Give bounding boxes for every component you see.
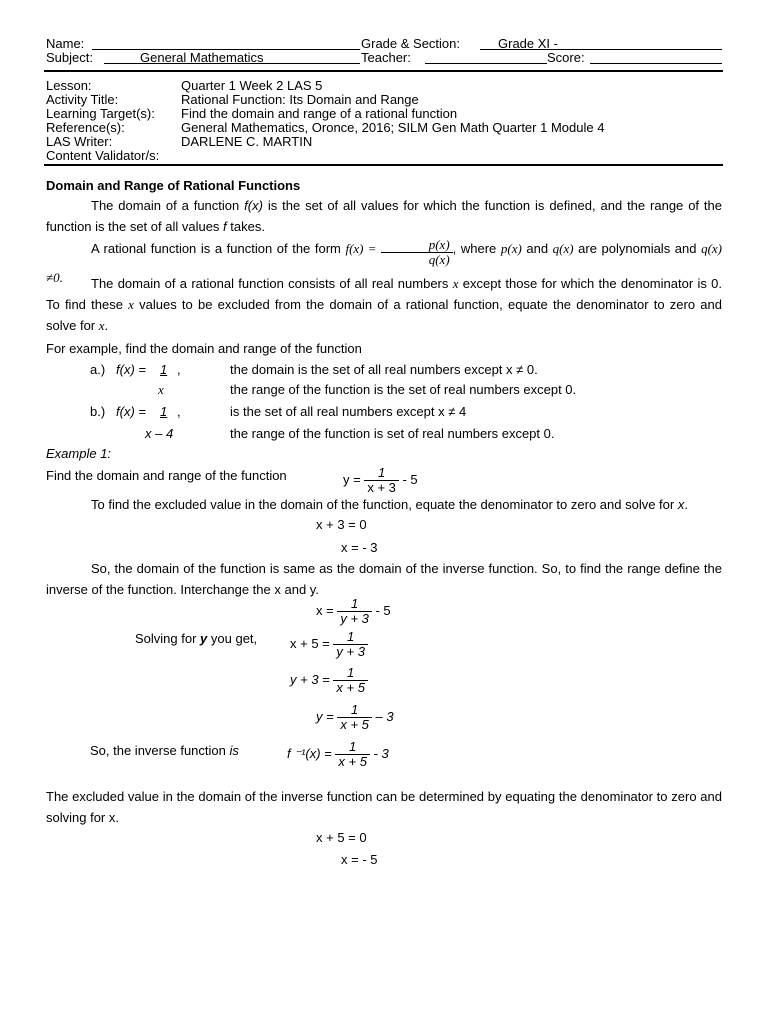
info-label: Learning Target(s): — [46, 106, 155, 121]
equation-step: x = - 5 — [341, 852, 378, 867]
definition-paragraph: The domain of a function f(x) is the set of all values for which the function is defined, and the range of the function is the set of all values f takes. — [46, 198, 723, 234]
teacher-label: Teacher: — [361, 50, 411, 65]
info-value: General Mathematics, Oronce, 2016; SILM Gen Math Quarter 1 Module 4 — [181, 120, 605, 135]
name-label: Name: — [46, 36, 85, 51]
fraction-numerator: 1 — [160, 404, 168, 419]
inverse-equation: x = $\frac{1}{y + 3}$ - 5 — [316, 596, 391, 626]
range-statement: the range of the function is set of real numbers except 0. — [230, 426, 555, 441]
equation-step: x + 5 = 0 — [316, 830, 367, 845]
solving-step: x + 5 = $\frac{1}{y + 3}$ — [290, 630, 368, 659]
info-value: Find the domain and range of a rational function — [181, 106, 458, 121]
equation-step: x = - 3 — [341, 540, 378, 555]
subject-field[interactable] — [104, 63, 360, 64]
rational-definition-paragraph: A rational function is a function of the form f(x) = $\frac{p(x)}{q(x)}$ , where p(x) and q(x) are polynomials and q(x) ≠0. — [46, 237, 722, 285]
header-divider — [44, 70, 723, 72]
domain-statement: is the set of all real numbers except x ≠ 4 — [230, 404, 467, 419]
info-label: Content Validator/s: — [46, 148, 160, 163]
inverse-function: f ⁻¹(x) = $\frac{1}{x + 5}$ - 3 — [287, 739, 389, 769]
example-label: a.) — [90, 362, 106, 377]
grade-section-field[interactable] — [480, 49, 722, 50]
section-title: Domain and Range of Rational Functions — [46, 178, 301, 193]
inverse-function-line: So, the inverse function is — [90, 743, 239, 758]
score-label: Score: — [547, 50, 585, 65]
fraction-denominator: x – 4 — [145, 426, 174, 441]
equation-step: x + 3 = 0 — [316, 517, 367, 532]
excluded-value-paragraph: To find the excluded value in the domain of the function, equate the denominator to zero and solve for x. — [91, 497, 688, 512]
example-function — [343, 466, 418, 495]
fraction-numerator: 1 — [160, 362, 168, 377]
inverse-paragraph: So, the domain of the function is same as the domain of the inverse function. So, to find the range define the inverse of the function. Interchange the x and y. — [46, 561, 722, 597]
equation-lhs: y = — [343, 471, 365, 487]
excluded-inverse-paragraph: The excluded value in the domain of the inverse function can be determined by equating the denominator to zero and solving for x. — [46, 789, 722, 825]
info-value: Rational Function: Its Domain and Range — [181, 92, 419, 107]
info-label: Activity Title: — [46, 92, 119, 107]
grade-section-value: Grade XI - — [498, 36, 558, 51]
solving-step: y + 3 = $\frac{1}{x + 5}$ — [290, 666, 368, 695]
info-divider — [44, 164, 723, 166]
info-value: Quarter 1 Week 2 LAS 5 — [181, 78, 323, 93]
domain-statement: the domain is the set of all real numbers except x ≠ 0. — [230, 362, 538, 377]
score-field[interactable] — [590, 63, 722, 64]
info-label: Lesson: — [46, 78, 92, 93]
teacher-field[interactable] — [425, 63, 547, 64]
function-lhs: f(x) = — [116, 404, 146, 419]
example-title: Example 1: — [46, 446, 112, 461]
info-label: LAS Writer: — [46, 134, 113, 149]
subject-label: Subject: — [46, 50, 93, 65]
fraction-denominator: x — [158, 382, 164, 397]
solving-step: y = $\frac{1}{x + 5}$ – 3 — [316, 702, 394, 732]
solving-for-y: Solving for y you get, — [135, 631, 258, 646]
comma: , — [177, 362, 181, 377]
fraction-numerator: 1 — [364, 466, 399, 481]
info-label: Reference(s): — [46, 120, 125, 135]
subject-value: General Mathematics — [140, 50, 264, 65]
range-statement: the range of the function is the set of real numbers except 0. — [230, 382, 577, 397]
example-prompt: Find the domain and range of the function — [46, 468, 287, 483]
domain-paragraph: The domain of a rational function consists of all real numbers x except those for which the denominator is 0. To find these x values to be excluded from the domain of a rational function, equate the denominator to zero and solve for x. — [46, 276, 722, 333]
example-label: b.) — [90, 404, 106, 419]
comma: , — [177, 404, 181, 419]
example-intro: For example, find the domain and range of the function — [46, 341, 362, 356]
info-value: DARLENE C. MARTIN — [181, 134, 313, 149]
grade-section-label: Grade & Section: — [361, 36, 460, 51]
function-lhs: f(x) = — [116, 362, 146, 377]
fraction-denominator: x + 3 — [367, 480, 396, 495]
equation-tail: - 5 — [398, 471, 418, 487]
